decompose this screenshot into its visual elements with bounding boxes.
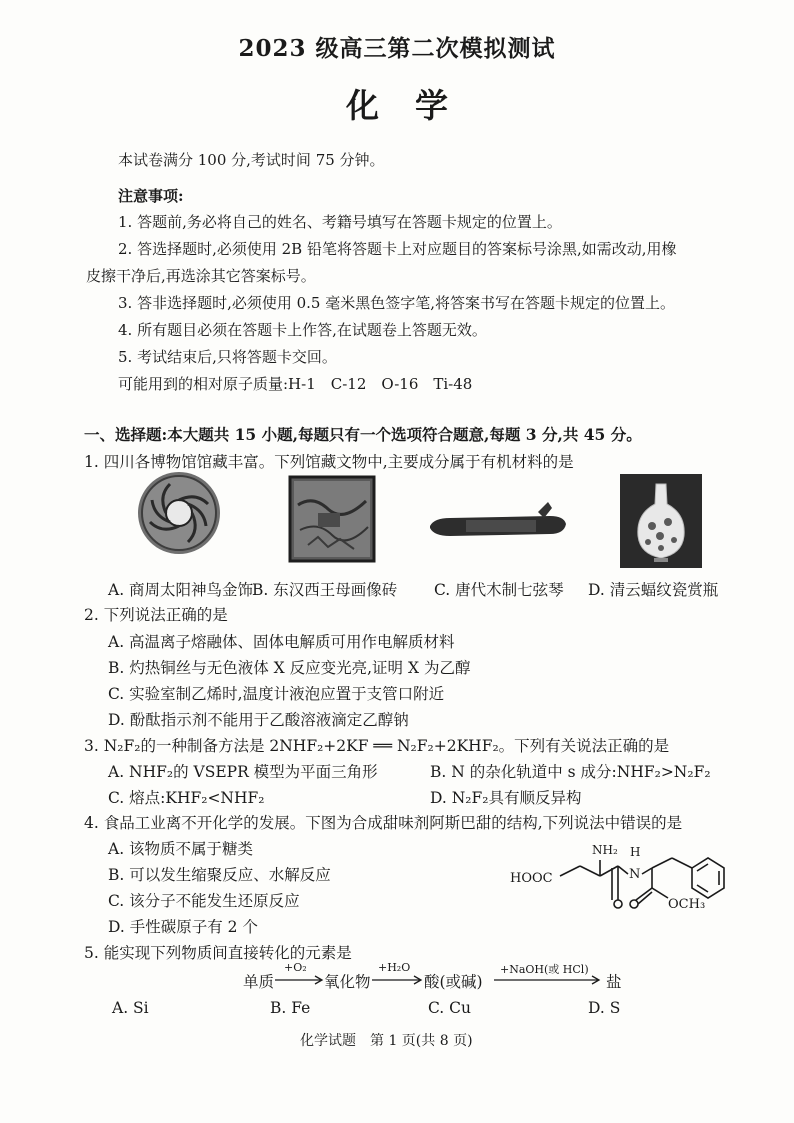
question-4-option: A. 该物质不属于糖类 <box>108 840 254 858</box>
subject-title: 化学 <box>346 86 484 125</box>
question-3-option: D. N₂F₂具有顺反异构 <box>430 789 582 807</box>
question-2-option: B. 灼热铜丝与无色液体 X 反应变光亮,证明 X 为乙醇 <box>108 659 471 677</box>
och3-label: OCH₃ <box>668 897 706 912</box>
question-1-option: A. 商周太阳神鸟金饰 <box>108 581 254 599</box>
question-1-stem: 1. 四川各博物馆馆藏丰富。下列馆藏文物中,主要成分属于有机材料的是 <box>84 453 574 471</box>
question-3-option: C. 熔点:KHF₂<NHF₂ <box>108 789 265 807</box>
carbonyl-oxygen-icon <box>614 900 622 908</box>
question-5-option: D. S <box>588 999 621 1017</box>
full-score-text: 本试卷满分 100 分,考试时间 75 分钟。 <box>118 151 385 169</box>
question-4-option: B. 可以发生缩聚反应、水解反应 <box>108 866 331 884</box>
question-1-option: D. 清云蝠纹瓷赏瓶 <box>588 581 719 599</box>
notice-item: 3. 答非选择题时,必须使用 0.5 毫米黑色签字笔,将答案书写在答题卡规定的位置上。 <box>118 294 676 312</box>
question-3-option: B. N 的杂化轨道中 s 成分:NHF₂>N₂F₂ <box>430 763 711 781</box>
question-4-stem: 4. 食品工业离不开化学的发展。下图为合成甜味剂阿斯巴甜的结构,下列说法中错误的是 <box>84 814 683 832</box>
gold-sunbird-ornament-image <box>136 470 222 556</box>
section-heading: 一、选择题:本大题共 15 小题,每题只有一个选项符合题意,每题 3 分,共 45 分。 <box>84 425 642 444</box>
notice-item: 5. 考试结束后,只将答题卡交回。 <box>118 348 337 366</box>
h-label: H <box>630 845 641 859</box>
question-4-option: D. 手性碳原子有 2 个 <box>108 918 258 936</box>
notice-item: 皮擦干净后,再选涂其它答案标号。 <box>86 267 316 285</box>
question-4-option: C. 该分子不能发生还原反应 <box>108 892 300 910</box>
atomic-masses: 可能用到的相对原子质量:H-1 C-12 O-16 Ti-48 <box>118 375 473 393</box>
chain-acid-base: 酸(或碱) <box>424 973 483 991</box>
question-3-option: A. NHF₂的 VSEPR 模型为平面三角形 <box>108 763 378 781</box>
chain-element: 单质 <box>243 973 275 991</box>
chain-reagent: +O₂ <box>284 961 307 974</box>
question-2-stem: 2. 下列说法正确的是 <box>84 606 228 624</box>
question-1-option: C. 唐代木制七弦琴 <box>434 581 564 599</box>
question-5-option: B. Fe <box>270 999 311 1017</box>
chain-reagent: +H₂O <box>378 961 411 974</box>
hooc-label: HOOC <box>510 871 553 886</box>
chain-oxide: 氧化物 <box>324 973 371 991</box>
aspartame-structure <box>508 838 748 942</box>
ester-oxygen-icon <box>630 900 638 908</box>
notice-item: 2. 答选择题时,必须使用 2B 铅笔将答题卡上对应题目的答案标号涂黑,如需改动,用橡 <box>118 240 677 258</box>
stone-relief-brick-image <box>288 475 376 563</box>
nh2-label: NH₂ <box>592 843 618 857</box>
question-5-stem: 5. 能实现下列物质间直接转化的元素是 <box>84 944 352 962</box>
porcelain-vase-image <box>620 474 702 568</box>
wooden-guqin-image <box>426 498 576 548</box>
chain-reagent: +NaOH(或 HCl) <box>500 963 589 976</box>
question-2-option: A. 高温离子熔融体、固体电解质可用作电解质材料 <box>108 633 455 651</box>
notice-heading: 注意事项: <box>118 187 184 205</box>
exam-title: 2023 级高三第二次模拟测试 <box>238 35 556 62</box>
n-label: N <box>629 867 641 882</box>
question-2-option: D. 酚酞指示剂不能用于乙酸溶液滴定乙醇钠 <box>108 711 409 729</box>
notice-item: 4. 所有题目必须在答题卡上作答,在试题卷上答题无效。 <box>118 321 487 339</box>
notice-item: 1. 答题前,务必将自己的姓名、考籍号填写在答题卡规定的位置上。 <box>118 213 562 231</box>
chain-salt: 盐 <box>606 973 622 991</box>
question-2-option: C. 实验室制乙烯时,温度计液泡应置于支管口附近 <box>108 685 445 703</box>
question-5-option: A. Si <box>112 999 149 1017</box>
page-footer: 化学试题 第 1 页(共 8 页) <box>300 1033 473 1049</box>
question-3-stem: 3. N₂F₂的一种制备方法是 2NHF₂+2KF ══ N₂F₂+2KHF₂。下列有关说法正确的是 <box>84 737 670 755</box>
question-1-option: B. 东汉西王母画像砖 <box>252 581 398 599</box>
question-5-option: C. Cu <box>428 999 472 1017</box>
